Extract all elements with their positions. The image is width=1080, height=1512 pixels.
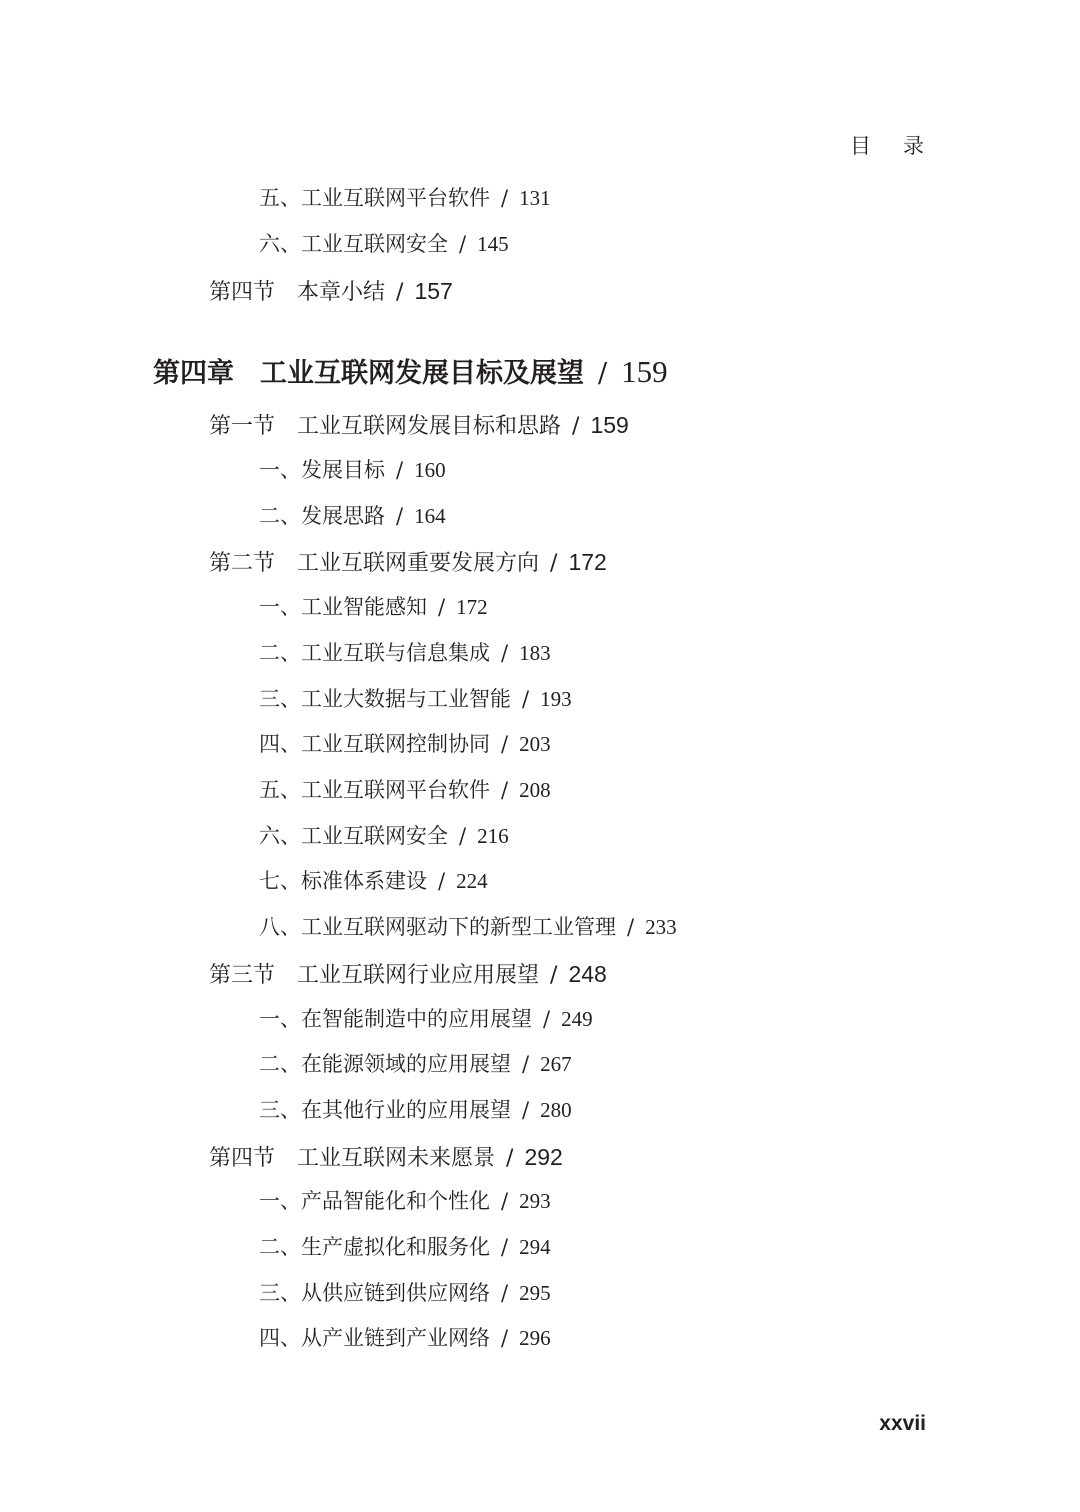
toc-entry-title: 工业互联网发展目标和思路 [297, 414, 562, 439]
toc-entry-title: 本章小结 [297, 280, 386, 305]
toc-entry-title: 八、工业互联网驱动下的新型工业管理 [259, 915, 616, 939]
toc-entry-separator: / [522, 1098, 530, 1122]
toc-entry-title: 二、在能源领域的应用展望 [259, 1052, 511, 1076]
toc-entry-title: 一、发展目标 [259, 458, 385, 482]
toc-item [259, 234, 509, 255]
toc-entry-title: 二、发展思路 [259, 504, 385, 528]
toc-entry-label: 第二节 [209, 551, 276, 576]
toc-item [259, 917, 677, 938]
toc-entry-page: 208 [519, 778, 551, 802]
toc-item [259, 1191, 551, 1212]
toc-entry-separator: / [438, 595, 446, 619]
toc-item [259, 460, 446, 481]
toc-entry-page: 159 [590, 412, 629, 438]
toc-entry-page: 157 [414, 278, 453, 304]
toc-entry-title: 工业互联网发展目标及展望 [260, 358, 584, 389]
toc-entry-label: 第一节 [209, 414, 276, 439]
toc-item [259, 1054, 572, 1075]
toc-entry-page: 216 [477, 824, 509, 848]
toc-entry-separator: / [506, 1146, 514, 1171]
toc-entry-separator: / [459, 824, 467, 848]
toc-entry-separator: / [598, 358, 608, 389]
toc-entry-title: 七、标准体系建设 [259, 869, 427, 893]
toc-entry-separator: / [396, 280, 404, 305]
toc-item [259, 643, 551, 664]
toc-chapter [153, 356, 668, 387]
toc-entry-page: 145 [477, 232, 509, 256]
toc-entry-separator: / [459, 232, 467, 256]
toc-entry-label: 第四章 [153, 358, 234, 389]
toc-entry-label: 第四节 [209, 280, 276, 305]
toc-entry-title: 四、从产业链到产业网络 [259, 1326, 490, 1350]
toc-entry-label: 第四节 [209, 1146, 276, 1171]
toc-entry-separator: / [501, 1235, 509, 1259]
toc-entry-page: 296 [519, 1326, 551, 1350]
toc-entry-title: 一、工业智能感知 [259, 595, 427, 619]
toc-entry-separator: / [543, 1007, 551, 1031]
toc-item [259, 1237, 551, 1258]
toc-entry-page: 294 [519, 1235, 551, 1259]
toc-section [209, 1146, 563, 1170]
toc-entry-page: 172 [456, 595, 488, 619]
toc-entry-separator: / [501, 186, 509, 210]
toc-item [259, 826, 509, 847]
toc-item [259, 188, 551, 209]
toc-entry-separator: / [396, 458, 404, 482]
toc-item [259, 1283, 551, 1304]
toc-item [259, 506, 446, 527]
toc-item [259, 1009, 593, 1030]
toc-entry-separator: / [438, 869, 446, 893]
toc-entry-separator: / [501, 732, 509, 756]
toc-entry-separator: / [501, 778, 509, 802]
toc-entry-separator: / [550, 551, 558, 576]
toc-entry-separator: / [627, 915, 635, 939]
toc-entry-title: 一、产品智能化和个性化 [259, 1189, 490, 1213]
toc-entry-page: 280 [540, 1098, 572, 1122]
toc-entry-title: 六、工业互联网安全 [259, 824, 448, 848]
toc-entry-page: 193 [540, 687, 572, 711]
toc-entry-separator: / [501, 1326, 509, 1350]
page-number: xxvii [879, 1412, 926, 1435]
toc-entry-page: 160 [414, 458, 446, 482]
toc-entry-title: 工业互联网重要发展方向 [297, 551, 540, 576]
toc-entry-page: 131 [519, 186, 551, 210]
toc-entry-page: 295 [519, 1281, 551, 1305]
toc-entry-title: 工业互联网行业应用展望 [297, 963, 540, 988]
toc-entry-title: 三、在其他行业的应用展望 [259, 1098, 511, 1122]
toc-entry-page: 159 [621, 354, 668, 389]
toc-entry-title: 五、工业互联网平台软件 [259, 778, 490, 802]
toc-item [259, 689, 572, 710]
toc-entry-separator: / [501, 641, 509, 665]
toc-entry-page: 164 [414, 504, 446, 528]
toc-entry-separator: / [501, 1281, 509, 1305]
toc-entry-title: 四、工业互联网控制协同 [259, 732, 490, 756]
toc-entry-page: 293 [519, 1189, 551, 1213]
toc-entry-page: 224 [456, 869, 488, 893]
toc-entry-title: 一、在智能制造中的应用展望 [259, 1007, 532, 1031]
toc-entry-title: 三、从供应链到供应网络 [259, 1281, 490, 1305]
toc-entry-page: 233 [645, 915, 677, 939]
toc-item [259, 780, 551, 801]
toc-entry-title: 五、工业互联网平台软件 [259, 186, 490, 210]
toc-entry-title: 六、工业互联网安全 [259, 232, 448, 256]
toc-entry-title: 二、工业互联与信息集成 [259, 641, 490, 665]
toc-item [259, 597, 488, 618]
toc-entry-title: 二、生产虚拟化和服务化 [259, 1235, 490, 1259]
toc-entry-page: 183 [519, 641, 551, 665]
toc-entry-page: 203 [519, 732, 551, 756]
toc-entry-label: 第三节 [209, 963, 276, 988]
toc-entry-separator: / [396, 504, 404, 528]
toc-section [209, 414, 629, 438]
toc-entry-page: 172 [568, 549, 607, 575]
toc-section [209, 963, 607, 987]
toc-entry-separator: / [522, 687, 530, 711]
toc-entry-separator: / [501, 1189, 509, 1213]
toc-entry-title: 工业互联网未来愿景 [297, 1146, 496, 1171]
toc-item [259, 1100, 572, 1121]
toc-entry-page: 267 [540, 1052, 572, 1076]
toc-item [259, 871, 488, 892]
toc-item [259, 1328, 551, 1349]
toc-entry-page: 292 [524, 1144, 563, 1170]
toc-section [209, 551, 607, 575]
toc-entry-page: 249 [561, 1007, 593, 1031]
toc-entry-title: 三、工业大数据与工业智能 [259, 687, 511, 711]
toc-entry-separator: / [550, 963, 558, 988]
toc-entry-page: 248 [568, 961, 607, 987]
toc-section [209, 280, 453, 304]
running-header: 目录 [850, 134, 956, 158]
toc-entry-separator: / [572, 414, 580, 439]
toc-entry-separator: / [522, 1052, 530, 1076]
toc-item [259, 734, 551, 755]
